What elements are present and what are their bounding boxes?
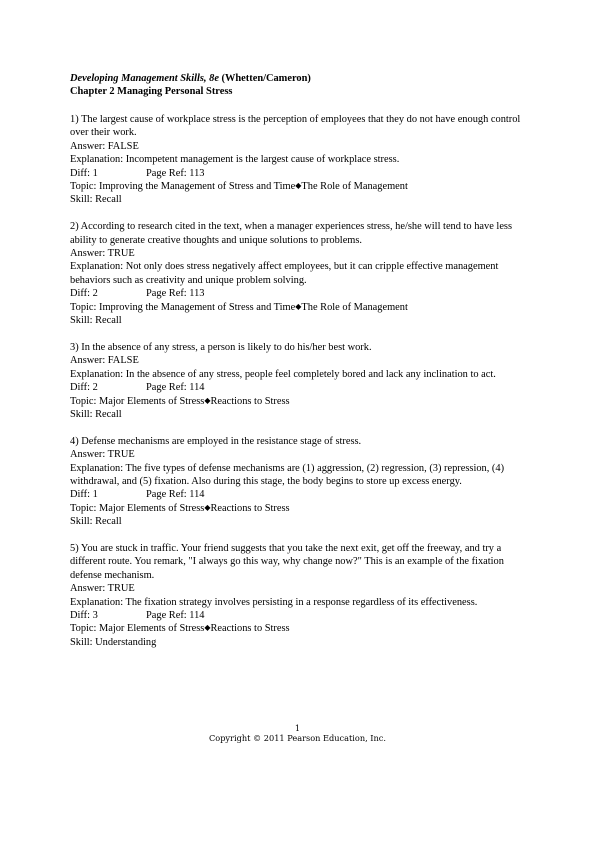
skill-text: Skill: Recall <box>70 194 122 206</box>
book-title: Developing Management Skills, 8e <box>70 73 219 84</box>
difficulty-line <box>70 381 526 394</box>
page-number: 1 <box>294 723 301 733</box>
explanation-text: Explanation: The five types of defense mechanisms are (1) aggression, (2) regression, (3) repression, (4) withdrawal, and (5) fixation. Also during this stage, the body begins to store up excess energy. <box>70 462 505 487</box>
question-list <box>70 113 526 663</box>
answer-text: Answer: TRUE <box>70 583 135 595</box>
page-ref: Page Ref: 113 <box>146 167 205 179</box>
answer-text: Answer: FALSE <box>70 355 139 367</box>
difficulty: Diff: 1 <box>70 167 98 179</box>
explanation-text: Explanation: The fixation strategy involves persisting in a response regardless of its effectiveness. <box>70 596 478 608</box>
difficulty-line <box>70 287 526 300</box>
topic-line <box>70 180 526 193</box>
page-ref: Page Ref: 114 <box>146 609 205 621</box>
topic-prefix: Topic: Improving the Management of Stress and Time <box>70 181 296 193</box>
page-ref: Page Ref: 113 <box>146 288 205 300</box>
page-ref: Page Ref: 114 <box>146 489 205 501</box>
document-header <box>70 72 530 99</box>
question-text: 4) Defense mechanisms are employed in the resistance stage of stress. <box>70 435 362 447</box>
question-text: 5) You are stuck in traffic. Your friend suggests that you take the next exit, get off the freeway, and try a different route. You remark, "I always go this way, why change now?" This is an example of the fixation defense mechanism. <box>70 542 504 581</box>
topic-suffix: Reactions to Stress <box>210 502 290 514</box>
question-item <box>70 435 526 529</box>
topic-line <box>70 301 526 314</box>
question-text: 3) In the absence of any stress, a person is likely to do his/her best work. <box>70 341 372 353</box>
answer-text: Answer: TRUE <box>70 449 135 461</box>
difficulty: Diff: 2 <box>70 288 98 300</box>
diamond-separator-icon: ◆ <box>204 502 211 512</box>
difficulty: Diff: 3 <box>70 609 98 621</box>
difficulty-line <box>70 488 526 501</box>
question-text: 1) The largest cause of workplace stress is the perception of employees that they do not have enough control over their work. <box>70 114 521 139</box>
topic-prefix: Topic: Major Elements of Stress <box>70 502 205 514</box>
difficulty: Diff: 2 <box>70 382 98 394</box>
skill-text: Skill: Recall <box>70 408 122 420</box>
topic-prefix: Topic: Major Elements of Stress <box>70 395 205 407</box>
question-item <box>70 113 526 207</box>
question-item <box>70 220 526 327</box>
difficulty: Diff: 1 <box>70 489 98 501</box>
topic-suffix: Reactions to Stress <box>210 623 290 635</box>
explanation-text: Explanation: Incompetent management is the largest cause of workplace stress. <box>70 154 400 166</box>
answer-text: Answer: TRUE <box>70 248 135 260</box>
difficulty-line <box>70 609 526 622</box>
topic-line <box>70 622 526 635</box>
skill-text: Skill: Recall <box>70 516 122 528</box>
explanation-text: Explanation: In the absence of any stress, people feel completely bored and lack any inclination to act. <box>70 368 496 380</box>
topic-prefix: Topic: Major Elements of Stress <box>70 623 205 635</box>
book-title-line <box>70 72 530 85</box>
diamond-separator-icon: ◆ <box>295 301 302 311</box>
diamond-separator-icon: ◆ <box>204 395 211 405</box>
book-authors: (Whetten/Cameron) <box>221 73 311 84</box>
page-ref: Page Ref: 114 <box>146 382 205 394</box>
skill-text: Skill: Recall <box>70 315 122 327</box>
question-item <box>70 542 526 649</box>
topic-suffix: The Role of Management <box>301 181 408 193</box>
diamond-separator-icon: ◆ <box>204 623 211 633</box>
skill-text: Skill: Understanding <box>70 636 157 648</box>
topic-suffix: Reactions to Stress <box>210 395 290 407</box>
answer-text: Answer: FALSE <box>70 140 139 152</box>
explanation-text: Explanation: Not only does stress negatively affect employees, but it can cripple effective management behaviors such as creativity and unique problem solving. <box>70 261 499 286</box>
topic-line <box>70 502 526 515</box>
topic-line <box>70 395 526 408</box>
copyright-notice: Copyright © 2011 Pearson Education, Inc. <box>209 733 386 743</box>
question-item <box>70 341 526 421</box>
chapter-title: Chapter 2 Managing Personal Stress <box>70 86 233 98</box>
diamond-separator-icon: ◆ <box>295 181 302 191</box>
topic-prefix: Topic: Improving the Management of Stress and Time <box>70 301 296 313</box>
difficulty-line <box>70 167 526 180</box>
topic-suffix: The Role of Management <box>301 301 408 313</box>
question-text: 2) According to research cited in the text, when a manager experiences stress, he/she will tend to have less ability to generate creative thoughts and unique solutions to problems. <box>70 221 513 246</box>
